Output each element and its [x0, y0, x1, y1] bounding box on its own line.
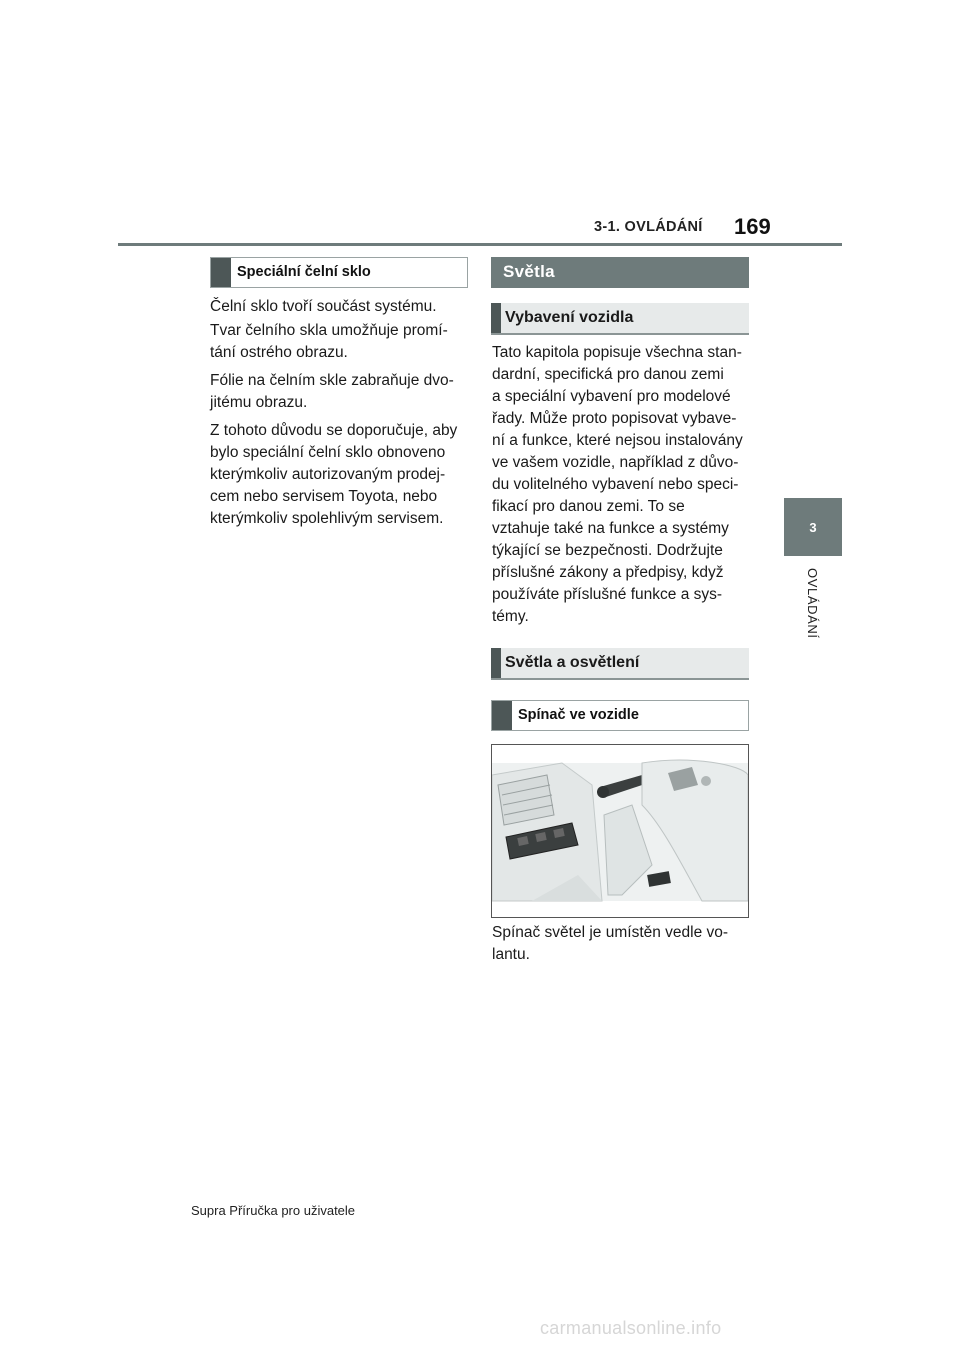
heading-text: Spínač ve vozidle [518, 707, 639, 723]
heading-lights [491, 257, 749, 288]
footer-text: Supra Příručka pro uživatele [191, 1203, 356, 1218]
heading-bar [492, 701, 512, 730]
heading-text: Světla [503, 262, 555, 281]
paragraph-text: Čelní sklo tvoří součást systému. [210, 298, 437, 315]
chapter-label: OVLÁDÁNÍ [805, 568, 820, 639]
chapter-tab [784, 498, 842, 556]
chapter-number: 3 [809, 519, 817, 535]
heading-special-windshield [210, 257, 468, 288]
paragraph-equipment [492, 342, 750, 628]
heading-text: Vybavení vozidla [505, 309, 634, 326]
watermark: carmanualsonline.info [540, 1318, 722, 1338]
heading-text: Speciální čelní sklo [237, 264, 371, 280]
subheading-lights-lighting [491, 648, 749, 680]
chapter-side-label [775, 568, 851, 648]
subheading-vehicle-equipment [491, 303, 749, 335]
heading-switch-in-vehicle [491, 700, 749, 731]
heading-bar [211, 258, 231, 287]
paragraph-text: Tato kapitola popisuje všechna stan- dardní, specifická pro danou zemi a speciální vybavení pro modelové řady. Může proto popisovat vybave- ní a funkce, které nejsou instalovány ve vašem vozidle, například z důvo- du volitelného vybavení nebo speci- fikací pro danou zemi. To se vztahuje také na funkce a systémy týkající se bezpečnosti. Dodržujte příslušné zákony a předpisy, když používáte příslušné funkce a sys- témy. [492, 344, 743, 625]
paragraph-1 [210, 296, 468, 318]
header-rule [118, 243, 842, 246]
page-number: 169 [734, 214, 771, 239]
paragraph-text: Fólie na čelním skle zabraňuje dvo- jitému obrazu. [210, 372, 454, 411]
paragraph-4 [210, 420, 468, 530]
illustration-caption [492, 922, 750, 966]
paragraph-2 [210, 320, 468, 364]
light-switch-illustration [491, 744, 749, 918]
caption-text: Spínač světel je umístěn vedle vo- lantu. [492, 924, 729, 963]
dashboard-drawing [492, 745, 748, 917]
paragraph-text: Tvar čelního skla umožňuje promí- tání ostrého obrazu. [210, 322, 448, 361]
section-label: 3-1. OVLÁDÁNÍ [594, 219, 703, 235]
heading-bar [491, 303, 501, 333]
paragraph-3 [210, 370, 468, 414]
heading-bar [491, 648, 501, 678]
heading-text: Světla a osvětlení [505, 654, 640, 671]
paragraph-text: Z tohoto důvodu se doporučuje, aby bylo speciální čelní sklo obnoveno kterýmkoliv autorizovaným prodej- cem nebo servisem Toyota, nebo kterýmkoliv spolehlivým servisem. [210, 422, 458, 527]
